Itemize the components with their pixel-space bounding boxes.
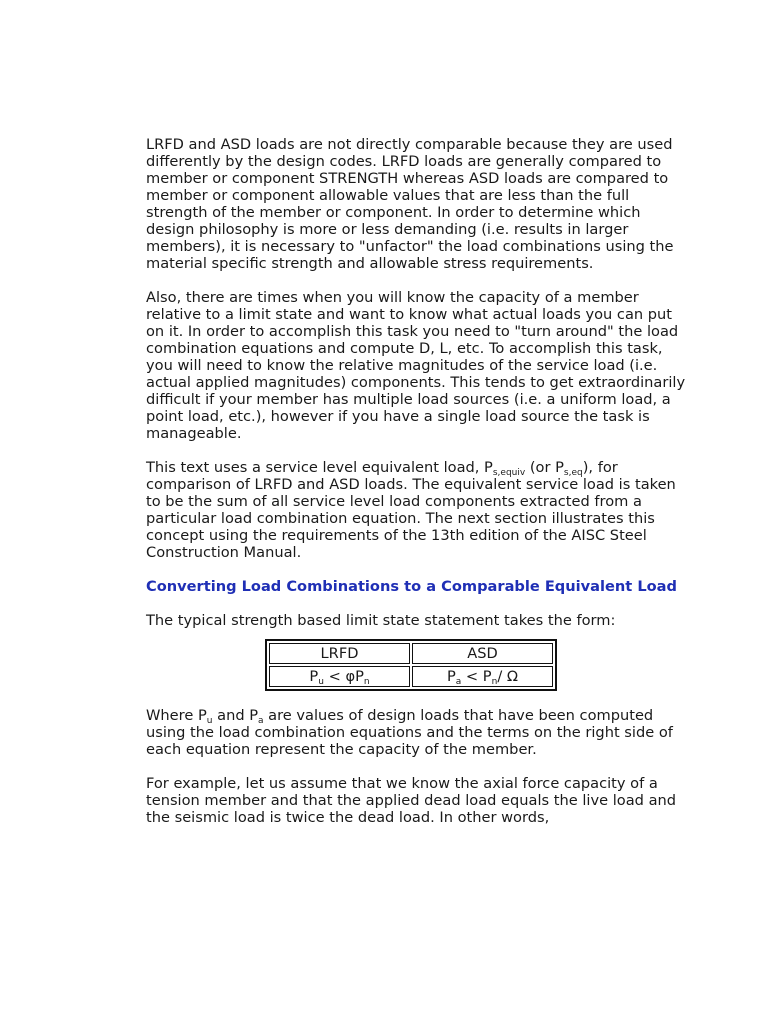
table-header-row (269, 643, 553, 664)
text-fragment: This text uses a service level equivalent load, P (146, 459, 493, 476)
paragraph-equivalent-load (146, 459, 686, 561)
paragraph-lrfd-asd-intro: LRFD and ASD loads are not directly comparable because they are used differently by the design codes. LRFD loads are generally compared to member or component STRENGTH whereas ASD loads are compared to member or component allowable values that are less than the full strength of the member or component. In order to determine which design philosophy is more or less demanding (i.e. results in larger members), it is necessary to "unfactor" the load combinations using the material specific strength and allowable stress requirements. (146, 136, 674, 272)
text-fragment: are values of design loads that have been computed using the load combination equations and the terms on the right side of each equation represent the capacity of the member. (146, 707, 673, 758)
subscript: u (206, 716, 213, 726)
eq-symbol: P (309, 668, 319, 685)
paragraph-example: For example, let us assume that we know the axial force capacity of a tension member and that the applied dead load equals the live load and the seismic load is twice the dead load. In other words, (146, 775, 677, 826)
header-asd: ASD (412, 643, 553, 664)
subscript: a (258, 716, 264, 726)
header-lrfd: LRFD (269, 643, 410, 664)
text-fragment: and P (212, 707, 259, 724)
lrfd-equation (269, 666, 410, 687)
comparison-table (265, 639, 557, 691)
subscript: n (491, 677, 498, 687)
text-fragment: ), for comparison of LRFD and ASD loads. The equivalent service load is taken to be the sum of all service level load components extracted from a particular load combination equation. The next section illustrates this concept using the requirements of the 13th edition of the AISC Steel Construction Manual. (146, 459, 676, 561)
comparison-table-wrap (265, 639, 557, 691)
subscript: n (363, 677, 370, 687)
subscript: u (318, 677, 324, 687)
eq-relation: < P (461, 668, 492, 685)
subscript: s,equiv (492, 468, 526, 478)
eq-symbol: P (446, 668, 456, 685)
document-page (146, 136, 686, 843)
text-fragment: (or P (525, 459, 564, 476)
paragraph-where (146, 707, 686, 758)
paragraph-limit-state: The typical strength based limit state statement takes the form: (146, 612, 616, 629)
eq-tail: / Ω (497, 668, 519, 685)
subscript: a (455, 677, 462, 687)
asd-equation (412, 666, 553, 687)
text-fragment: Where P (146, 707, 207, 724)
eq-relation: < φP (323, 668, 364, 685)
section-heading: Converting Load Combinations to a Comparable Equivalent Load (146, 578, 677, 595)
paragraph-capacity: Also, there are times when you will know the capacity of a member relative to a limit state and want to know what actual loads you can put on it. In order to accomplish this task you need to "turn around" the load combination equations and compute D, L, etc. To accomplish this task, you will need to know the relative magnitudes of the service load (i.e. actual applied magnitudes) components. This tends to get extraordinarily difficult if your member has multiple load sources (i.e. a uniform load, a point load, etc.), however if you have a single load source the task is manageable. (146, 289, 686, 442)
subscript: s,eq (563, 468, 583, 478)
table-row (269, 666, 553, 687)
